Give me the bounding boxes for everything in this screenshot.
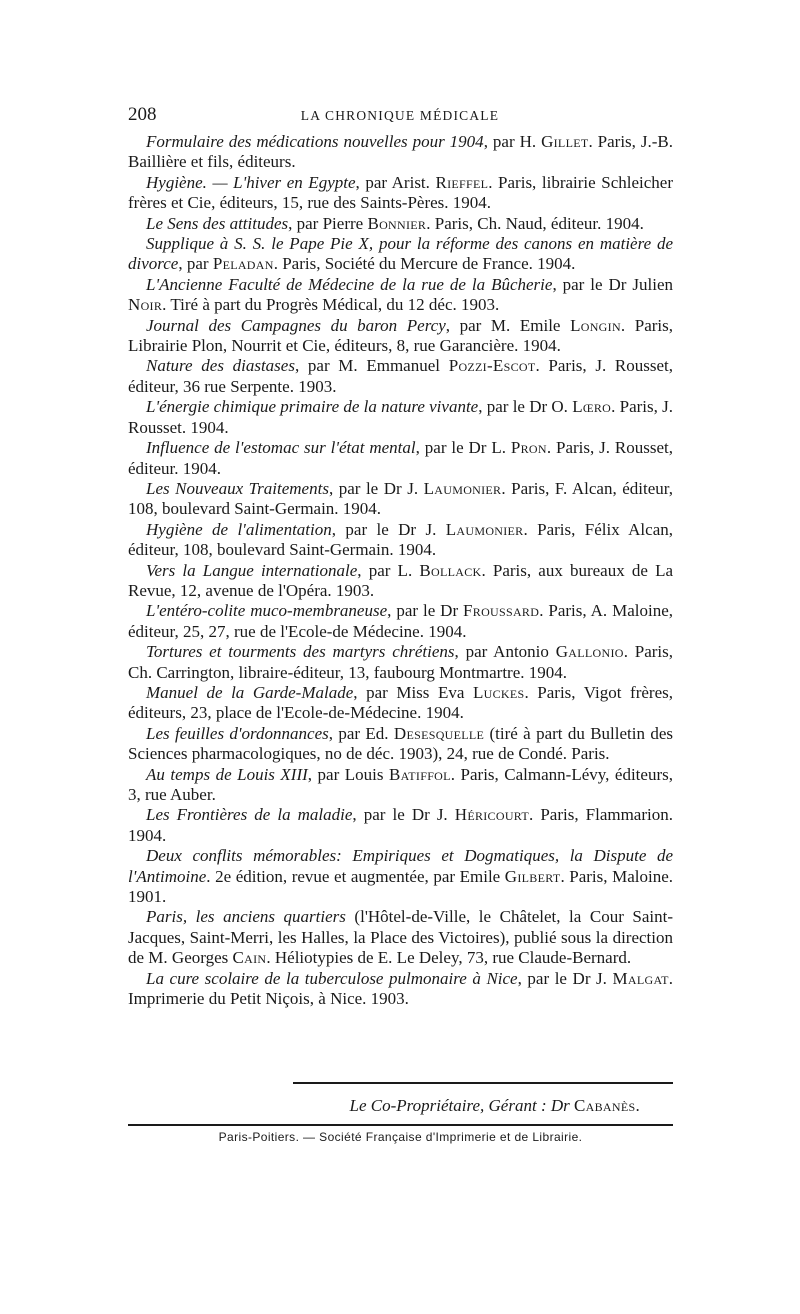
entry-author: Héricourt: [454, 805, 530, 825]
entry-author: Bollack: [419, 560, 482, 580]
entry-publication: . Paris, Ch. Naud, éditeur. 1904.: [426, 213, 644, 233]
entry-publication: . Paris, J. Rousset. 1904.: [128, 397, 673, 437]
bibliography-entry: [128, 214, 673, 234]
entry-author: Lœro: [572, 397, 612, 417]
bibliography-entry: [128, 969, 673, 1010]
entry-text: , par le Dr O.: [478, 397, 573, 417]
entry-author: Laumonier: [423, 478, 502, 498]
bibliography-entry: [128, 234, 673, 275]
entry-title: Manuel de la Garde-Malade: [146, 682, 354, 702]
bibliography-list: [128, 132, 673, 1009]
entry-title: Paris, les anciens quartiers: [146, 907, 346, 927]
entry-publication: . Paris, J. Rousset, éditeur. 1904.: [128, 438, 673, 478]
entry-author: Cain: [232, 948, 267, 968]
entry-title: La cure scolaire de la tuberculose pulmonaire à Nice: [146, 968, 518, 988]
entry-text: , par M. Emile: [445, 315, 571, 335]
entry-publication: . Paris, aux bureaux de La Revue, 12, avenue de l'Opéra. 1903.: [128, 560, 674, 600]
bibliography-entry: [128, 765, 673, 806]
entry-title: Deux conflits mémorables: Empiriques et Dogmatiques, la Dispute de l'Antimoine: [128, 846, 673, 886]
entry-author: Rieffel: [435, 172, 489, 192]
entry-text: , par le Dr J.: [328, 478, 424, 498]
entry-publication: . Paris, Flammarion. 1904.: [128, 805, 673, 845]
entry-publication: . Paris, A. Maloine, éditeur, 25, 27, rue de l'Ecole-de Médecine. 1904.: [128, 601, 673, 641]
entry-publication: . Paris, Maloine. 1901.: [128, 866, 673, 907]
entry-author: Pozzi-Escot: [448, 356, 536, 376]
entry-title: Au temps de Louis XIII: [146, 764, 308, 784]
signature-line: [128, 1096, 640, 1116]
entry-author: Longin: [570, 315, 621, 335]
entry-text: , par le Dr L.: [415, 438, 511, 458]
bibliography-entry: [128, 438, 673, 479]
entry-text: , par Antonio: [454, 642, 556, 662]
signature-text: Le Co-Propriétaire, Gérant : Dr: [349, 1096, 574, 1115]
entry-text: , par L.: [357, 560, 420, 580]
entry-text: , par: [178, 254, 213, 274]
entry-title: Influence de l'estomac sur l'état mental: [146, 438, 416, 458]
bibliography-entry: [128, 561, 673, 602]
entry-author: Peladan: [212, 254, 274, 274]
entry-title: Journal des Campagnes du baron Percy: [146, 315, 446, 335]
entry-author: Batiffol: [389, 764, 451, 784]
entry-publication: . Héliotypies de E. Le Deley, 73, rue Claude-Bernard.: [266, 948, 632, 968]
entry-text: , par Ed.: [328, 723, 394, 743]
entry-text: , par Arist.: [355, 172, 436, 192]
bibliography-entry: [128, 479, 673, 520]
entry-author: Desesquelle: [393, 723, 485, 743]
signature-name: Cabanès.: [574, 1096, 640, 1115]
entry-publication: . Paris, Librairie Plon, Nourrit et Cie, éditeurs, 8, rue Garancière. 1904.: [128, 315, 674, 356]
bibliography-entry: [128, 397, 673, 438]
entry-text: , par le Dr: [387, 601, 464, 621]
page-header: [128, 104, 672, 134]
page-number: 208: [128, 104, 157, 125]
entry-text: . 2e édition, revue et augmentée, par Emile: [206, 866, 505, 886]
entry-author: Gilbert: [504, 866, 561, 886]
entry-author: Gallonio: [555, 642, 624, 662]
entry-title: Nature des diastases: [146, 356, 295, 376]
entry-text: , par Pierre: [288, 213, 368, 233]
entry-publication: . Paris, Société du Mercure de France. 1904.: [273, 254, 576, 274]
entry-author: Pron: [510, 438, 547, 458]
entry-title: L'Ancienne Faculté de Médecine de la rue de la Bûcherie: [146, 274, 553, 294]
entry-title: Les feuilles d'ordonnances: [146, 723, 329, 743]
entry-publication: . Paris, F. Alcan, éditeur, 108, boulevard Saint-Germain. 1904.: [128, 478, 673, 519]
entry-publication: . Paris, Félix Alcan, éditeur, 108, boulevard Saint-Germain. 1904.: [128, 519, 673, 560]
bibliography-entry: [128, 316, 673, 357]
entry-author: Luckes: [472, 682, 525, 702]
bibliography-entry: [128, 601, 673, 642]
bibliography-entry: [128, 356, 673, 397]
entry-title: Formulaire des médications nouvelles pour 1904: [146, 132, 484, 151]
signature-rule: [293, 1082, 673, 1084]
entry-publication: . Paris, Ch. Carrington, libraire-éditeur, 13, faubourg Montmartre. 1904.: [128, 642, 674, 682]
entry-text: , par le Dr J.: [517, 968, 613, 988]
entry-text: , par le Dr J.: [352, 805, 455, 825]
entry-author: Laumonier: [445, 519, 524, 539]
bibliography-entry: [128, 683, 673, 724]
entry-publication: . Paris, Calmann-Lévy, éditeurs, 3, rue Auber.: [128, 764, 673, 804]
bibliography-entry: [128, 520, 673, 561]
entry-publication: . Paris, librairie Schleicher frères et Cie, éditeurs, 15, rue des Saints-Pères. 1904.: [128, 172, 673, 213]
entry-title: Supplique à S. S. le Pape Pie X, pour la réforme des canons en matière de divorce: [128, 234, 673, 274]
entry-title: Le Sens des attitudes: [146, 213, 289, 233]
entry-publication: . Paris, J. Rousset, éditeur, 36 rue Serpente. 1903.: [128, 356, 673, 396]
entry-text: , par H.: [483, 132, 542, 151]
entry-author: Froussard: [463, 601, 540, 621]
entry-title: L'entéro-colite muco-membraneuse: [146, 601, 388, 621]
entry-author: Gillet: [541, 132, 589, 151]
entry-title: Hygiène de l'alimentation: [146, 519, 332, 539]
entry-publication: . Tiré à part du Progrès Médical, du 12 déc. 1903.: [162, 295, 500, 315]
bibliography-entry: [128, 724, 673, 765]
entry-publication: (tiré à part du Bulletin des Sciences pharmacologiques, no de déc. 1903), 24, rue de Condé. Paris.: [128, 723, 673, 764]
running-title: LA CHRONIQUE MÉDICALE: [300, 108, 500, 123]
bibliography-entry: [128, 173, 673, 214]
entry-publication: . Paris, J.-B. Baillière et fils, éditeurs.: [128, 132, 674, 172]
entry-publication: . Imprimerie du Petit Niçois, à Nice. 1903.: [128, 968, 673, 1009]
bibliography-entry: [128, 907, 673, 968]
bibliography-entry: [128, 805, 673, 846]
entry-title: L'énergie chimique primaire de la nature vivante: [146, 397, 479, 417]
entry-text: , par M. Emmanuel: [294, 356, 449, 376]
bibliography-entry: [128, 642, 673, 683]
entry-title: Tortures et tourments des martyrs chrétiens: [146, 642, 455, 662]
entry-text: , par le Dr Julien: [552, 274, 673, 294]
entry-title: Les Nouveaux Traitements: [146, 478, 329, 498]
bibliography-entry: [128, 275, 673, 316]
entry-publication: . Paris, Vigot frères, éditeurs, 23, place de l'Ecole-de-Médecine. 1904.: [128, 682, 673, 723]
entry-text: (l'Hôtel-de-Ville, le Châtelet, la Cour Saint-Jacques, Saint-Merri, les Halles, la Place des Victoires), publié sous la direction de M. Georges: [128, 907, 674, 968]
entry-text: , par Miss Eva: [353, 682, 473, 702]
entry-title: Hygiène. — L'hiver en Egypte: [146, 172, 356, 192]
entry-author: Noir: [128, 295, 163, 315]
entry-text: , par le Dr J.: [331, 519, 446, 539]
bibliography-entry: [128, 846, 673, 907]
entry-author: Malgat: [612, 968, 669, 988]
entry-text: , par Louis: [307, 764, 390, 784]
entry-title: Vers la Langue internationale: [146, 560, 358, 580]
entry-author: Bonnier: [367, 213, 427, 233]
printer-imprint: Paris-Poitiers. — Société Française d'Imprimerie et de Librairie.: [218, 1130, 583, 1144]
entry-title: Les Frontières de la maladie: [146, 805, 353, 825]
bibliography-entry: [128, 132, 673, 173]
footer-rule: [128, 1124, 673, 1126]
